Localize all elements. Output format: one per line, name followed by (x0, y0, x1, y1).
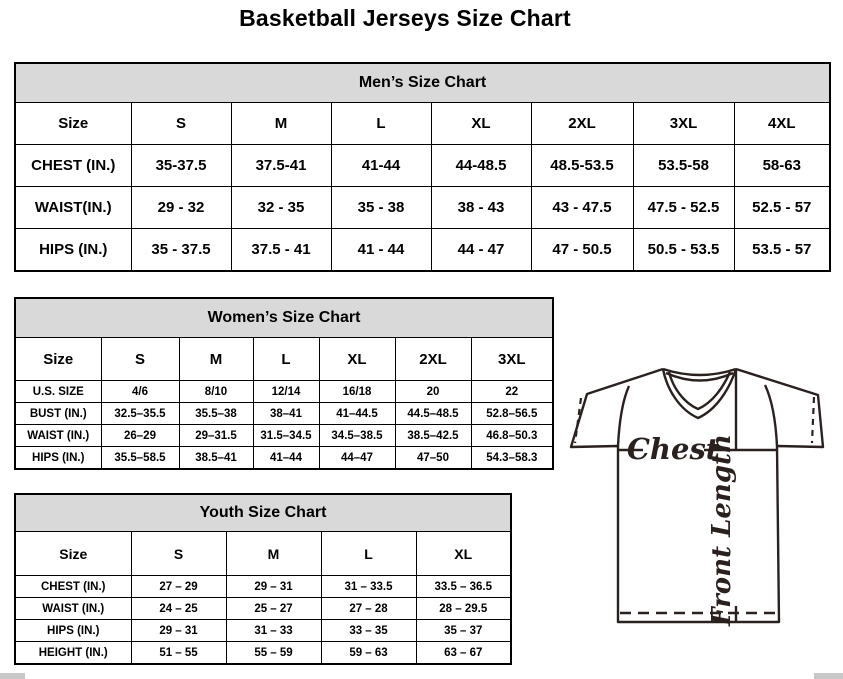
cell: 27 – 28 (321, 598, 416, 620)
row-label: CHEST (IN.) (15, 576, 131, 598)
mens-col-header: XL (431, 103, 531, 145)
cell: 44-48.5 (431, 145, 531, 187)
cell: 35 - 37.5 (131, 229, 231, 272)
youth-chart-title: Youth Size Chart (15, 494, 511, 532)
cell: 33 – 35 (321, 620, 416, 642)
row-label: HIPS (IN.) (15, 229, 131, 272)
cell: 41–44.5 (319, 403, 395, 425)
cell: 53.5-58 (633, 145, 734, 187)
table-row (15, 145, 830, 187)
mens-col-header: 3XL (633, 103, 734, 145)
cell: 50.5 - 53.5 (633, 229, 734, 272)
table-row (15, 381, 553, 403)
cell: 54.3–58.3 (471, 447, 553, 470)
cell: 41-44 (331, 145, 431, 187)
mens-col-header: S (131, 103, 231, 145)
mens-size-chart-table (14, 62, 831, 272)
cell: 29 - 32 (131, 187, 231, 229)
cell: 12/14 (253, 381, 319, 403)
cell: 29 – 31 (131, 620, 226, 642)
cell: 27 – 29 (131, 576, 226, 598)
row-label: HEIGHT (IN.) (15, 642, 131, 665)
cell: 8/10 (179, 381, 253, 403)
chest-label: Chest (626, 432, 720, 466)
womens-col-header: 3XL (471, 338, 553, 381)
womens-col-header: M (179, 338, 253, 381)
cell: 46.8–50.3 (471, 425, 553, 447)
womens-col-header: XL (319, 338, 395, 381)
page-title: Basketball Jerseys Size Chart (239, 5, 571, 31)
youth-col-header: L (321, 532, 416, 576)
table-row (15, 447, 553, 470)
horizontal-scrollbar-left[interactable] (0, 673, 25, 679)
cell: 4/6 (101, 381, 179, 403)
table-row (15, 620, 511, 642)
cell: 47.5 - 52.5 (633, 187, 734, 229)
youth-size-chart-table (14, 493, 512, 665)
cell: 47 - 50.5 (531, 229, 633, 272)
cell: 41 - 44 (331, 229, 431, 272)
cell: 35.5–38 (179, 403, 253, 425)
cell: 34.5–38.5 (319, 425, 395, 447)
cell: 38 - 43 (431, 187, 531, 229)
womens-size-chart-table (14, 297, 554, 470)
cell: 31 – 33.5 (321, 576, 416, 598)
mens-col-header: M (231, 103, 331, 145)
cell: 29 – 31 (226, 576, 321, 598)
youth-col-header: M (226, 532, 321, 576)
cell: 37.5-41 (231, 145, 331, 187)
cell: 38–41 (253, 403, 319, 425)
cell: 44 - 47 (431, 229, 531, 272)
cell: 32.5–35.5 (101, 403, 179, 425)
cell: 41–44 (253, 447, 319, 470)
cell: 44–47 (319, 447, 395, 470)
cell: 24 – 25 (131, 598, 226, 620)
cell: 35 - 38 (331, 187, 431, 229)
cell: 52.5 - 57 (734, 187, 830, 229)
right-sleeve-hem-stitch (812, 397, 814, 443)
cell: 44.5–48.5 (395, 403, 471, 425)
cell: 26–29 (101, 425, 179, 447)
jersey-measurement-diagram (556, 354, 840, 654)
row-label: HIPS (IN.) (15, 447, 101, 470)
mens-col-header: L (331, 103, 431, 145)
cell: 58-63 (734, 145, 830, 187)
cell: 55 – 59 (226, 642, 321, 665)
cell: 52.8–56.5 (471, 403, 553, 425)
row-label: WAIST (IN.) (15, 425, 101, 447)
youth-col-header: XL (416, 532, 511, 576)
row-label: U.S. SIZE (15, 381, 101, 403)
right-armhole-seam (765, 385, 777, 446)
mens-col-header: 2XL (531, 103, 633, 145)
cell: 22 (471, 381, 553, 403)
cell: 35.5–58.5 (101, 447, 179, 470)
cell: 32 - 35 (231, 187, 331, 229)
jersey-outline (571, 369, 823, 622)
womens-col-header: S (101, 338, 179, 381)
womens-col-header: 2XL (395, 338, 471, 381)
row-label: CHEST (IN.) (15, 145, 131, 187)
womens-col-header: Size (15, 338, 101, 381)
youth-col-header: Size (15, 532, 131, 576)
cell: 31.5–34.5 (253, 425, 319, 447)
row-label: HIPS (IN.) (15, 620, 131, 642)
mens-col-header: Size (15, 103, 131, 145)
cell: 48.5-53.5 (531, 145, 633, 187)
table-row (15, 403, 553, 425)
cell: 51 – 55 (131, 642, 226, 665)
cell: 25 – 27 (226, 598, 321, 620)
table-row (15, 576, 511, 598)
cell: 38.5–41 (179, 447, 253, 470)
table-row (15, 187, 830, 229)
cell: 20 (395, 381, 471, 403)
cell: 29–31.5 (179, 425, 253, 447)
womens-col-header: L (253, 338, 319, 381)
cell: 38.5–42.5 (395, 425, 471, 447)
front-length-label: Front Length (707, 434, 737, 626)
cell: 35 – 37 (416, 620, 511, 642)
table-row (15, 642, 511, 665)
row-label: WAIST (IN.) (15, 598, 131, 620)
cell: 59 – 63 (321, 642, 416, 665)
womens-chart-title: Women’s Size Chart (15, 298, 553, 338)
row-label: WAIST(IN.) (15, 187, 131, 229)
cell: 37.5 - 41 (231, 229, 331, 272)
cell: 53.5 - 57 (734, 229, 830, 272)
cell: 35-37.5 (131, 145, 231, 187)
cell: 16/18 (319, 381, 395, 403)
cell: 28 – 29.5 (416, 598, 511, 620)
table-row (15, 598, 511, 620)
table-row (15, 229, 830, 272)
youth-col-header: S (131, 532, 226, 576)
mens-chart-title: Men’s Size Chart (15, 63, 830, 103)
horizontal-scrollbar-right[interactable] (814, 673, 843, 679)
collar-back-arc-outer (663, 369, 736, 375)
cell: 63 – 67 (416, 642, 511, 665)
table-row (15, 425, 553, 447)
cell: 43 - 47.5 (531, 187, 633, 229)
cell: 33.5 – 36.5 (416, 576, 511, 598)
cell: 31 – 33 (226, 620, 321, 642)
row-label: BUST (IN.) (15, 403, 101, 425)
mens-col-header: 4XL (734, 103, 830, 145)
cell: 47–50 (395, 447, 471, 470)
